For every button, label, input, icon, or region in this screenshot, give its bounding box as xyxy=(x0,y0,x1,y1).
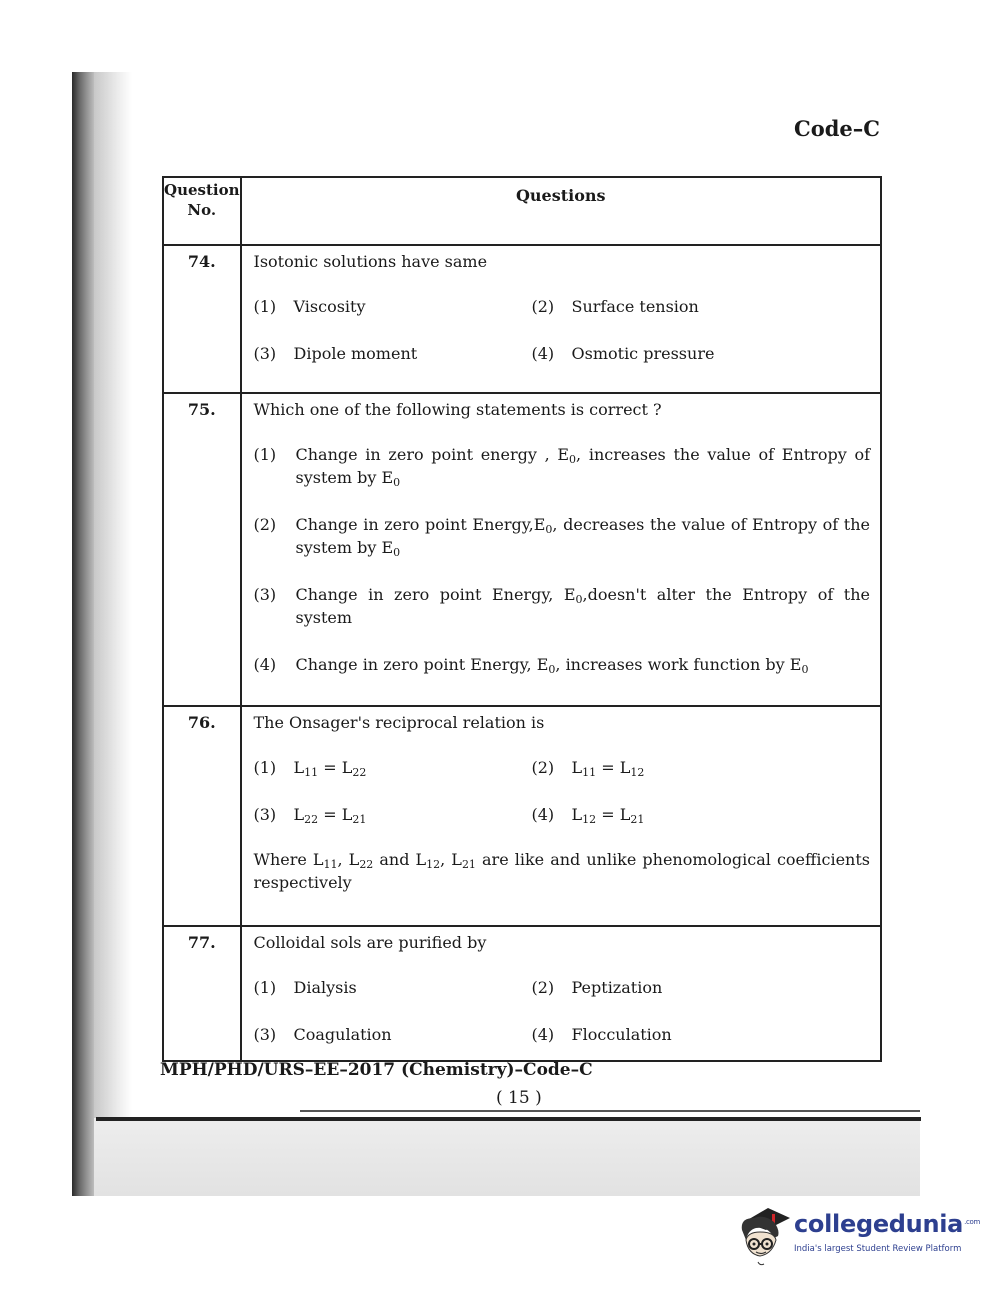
scan-bottom-strip xyxy=(94,1118,920,1196)
question-table xyxy=(162,176,882,1062)
subscript: 11 xyxy=(582,766,597,779)
option-text: Osmotic pressure xyxy=(571,344,715,363)
option-text-part: ,doesn't alter the Entropy of the system xyxy=(295,585,870,627)
option-text-part: , increases the value of Entropy of system by E xyxy=(295,445,870,487)
option-number: (1) xyxy=(253,445,277,464)
option xyxy=(532,1023,871,1046)
subscript: 0 xyxy=(393,546,401,559)
option-text xyxy=(296,583,871,629)
subscript: 22 xyxy=(304,813,319,826)
option-number: (2) xyxy=(531,297,555,316)
symbol: L xyxy=(619,758,631,777)
option-text: Dipole moment xyxy=(293,344,418,363)
note-text: , L xyxy=(440,850,462,869)
option-text xyxy=(296,653,871,676)
scan-bottom-rule xyxy=(300,1110,920,1112)
options-grid xyxy=(254,756,871,826)
subscript: 21 xyxy=(630,813,645,826)
questions-header: Questions xyxy=(241,177,882,245)
mascot-icon xyxy=(734,1196,794,1266)
option-number: (4) xyxy=(531,344,555,363)
option-text-part: Change in zero point Energy,E xyxy=(295,515,546,534)
note-text: Where L xyxy=(253,850,324,869)
option-number: (3) xyxy=(253,805,277,824)
question-stem: Isotonic solutions have same xyxy=(253,252,488,271)
subscript: 12 xyxy=(582,813,597,826)
equals-sign: = xyxy=(318,805,342,824)
equals-sign: = xyxy=(596,805,620,824)
option-number: (1) xyxy=(253,297,277,316)
option-text-part: , decreases the value of Entropy of the system by E xyxy=(295,515,870,557)
option-text: Flocculation xyxy=(571,1025,672,1044)
option-text xyxy=(296,513,871,559)
option-number: (3) xyxy=(253,585,277,604)
subscript: 12 xyxy=(426,858,441,871)
scan-edge-shadow xyxy=(94,72,132,1196)
equals-sign: = xyxy=(596,758,620,777)
subscript: 22 xyxy=(352,766,367,779)
symbol: L xyxy=(619,805,631,824)
subscript: 21 xyxy=(461,858,476,871)
symbol: L xyxy=(293,758,305,777)
subscript: 11 xyxy=(304,766,319,779)
scan-edge-dark xyxy=(72,72,94,1196)
option-number: (1) xyxy=(253,978,277,997)
question-row xyxy=(163,926,881,1061)
question-stem: Colloidal sols are purified by xyxy=(253,933,487,952)
option xyxy=(532,976,871,999)
subscript: 21 xyxy=(352,813,367,826)
options-grid xyxy=(254,976,871,1046)
subscript: 0 xyxy=(545,523,553,536)
option-number: (4) xyxy=(253,655,277,674)
option xyxy=(532,803,871,826)
option xyxy=(254,653,871,676)
option-number: (4) xyxy=(531,1025,555,1044)
collegedunia-logo[interactable] xyxy=(734,1196,981,1266)
option-text-part: Change in zero point energy , E xyxy=(295,445,570,464)
note-text: are like and unlike phenomological coefficients respectively xyxy=(253,850,871,892)
option xyxy=(532,756,871,779)
question-no-header xyxy=(163,177,241,245)
symbol: L xyxy=(571,758,583,777)
page-number: ( 15 ) xyxy=(496,1088,542,1108)
note-text: and L xyxy=(373,850,427,869)
question-body xyxy=(241,926,882,1061)
question-no-header-line1: Question xyxy=(164,181,240,199)
question-number: 77. xyxy=(163,926,241,1061)
logo-suffix: .com xyxy=(964,1218,981,1226)
option xyxy=(254,756,532,779)
option-text: Peptization xyxy=(571,978,663,997)
option xyxy=(254,1023,532,1046)
option xyxy=(254,342,532,365)
question-stem: Which one of the following statements is correct ? xyxy=(253,400,662,419)
symbol: L xyxy=(293,805,305,824)
question-number: 75. xyxy=(163,393,241,706)
option-number: (3) xyxy=(253,344,277,363)
question-row xyxy=(163,245,881,393)
question-body xyxy=(241,393,882,706)
option xyxy=(254,513,871,559)
subscript: 0 xyxy=(575,593,583,606)
option xyxy=(532,295,871,318)
question-row xyxy=(163,393,881,706)
question-body xyxy=(241,706,882,926)
question-body xyxy=(241,245,882,393)
question-no-header-line2: No. xyxy=(187,201,217,219)
symbol: L xyxy=(571,805,583,824)
table-header-row xyxy=(163,177,881,245)
scan-bottom-edge xyxy=(96,1117,921,1121)
option-text-part: , increases work function by E xyxy=(555,655,802,674)
option-text: Dialysis xyxy=(293,978,357,997)
option-text xyxy=(296,443,871,489)
paper-code: Code–C xyxy=(794,116,880,141)
logo-tagline: India's largest Student Review Platform xyxy=(794,1244,962,1254)
option-text: Surface tension xyxy=(571,297,699,316)
subscript: 22 xyxy=(359,858,374,871)
subscript: 11 xyxy=(323,858,338,871)
options-grid xyxy=(254,295,871,365)
question-row xyxy=(163,706,881,926)
subscript: 0 xyxy=(569,453,577,466)
subscript: 12 xyxy=(630,766,645,779)
option-text-part: Change in zero point Energy, E xyxy=(295,655,549,674)
note-text: , L xyxy=(337,850,360,869)
option-number: (4) xyxy=(531,805,555,824)
option xyxy=(254,583,871,629)
option xyxy=(254,803,532,826)
option-number: (2) xyxy=(253,515,277,534)
option xyxy=(254,976,532,999)
option-number: (3) xyxy=(253,1025,277,1044)
equals-sign: = xyxy=(318,758,342,777)
paper-footer-title: MPH/PHD/URS–EE–2017 (Chemistry)–Code–C xyxy=(160,1060,593,1080)
question-number: 76. xyxy=(163,706,241,926)
question-note xyxy=(254,848,871,894)
option-text: Coagulation xyxy=(293,1025,392,1044)
option-number: (2) xyxy=(531,758,555,777)
subscript: 0 xyxy=(393,476,401,489)
question-stem: The Onsager's reciprocal relation is xyxy=(253,713,545,732)
logo-wordmark xyxy=(794,1210,980,1238)
logo-name: collegedunia xyxy=(794,1210,964,1238)
question-number: 74. xyxy=(163,245,241,393)
option xyxy=(254,295,532,318)
option-number: (1) xyxy=(253,758,277,777)
subscript: 0 xyxy=(801,663,809,676)
subscript: 0 xyxy=(548,663,556,676)
option-text: Viscosity xyxy=(293,297,366,316)
option-text-part: Change in zero point Energy, E xyxy=(295,585,576,604)
options-list xyxy=(254,443,871,676)
symbol: L xyxy=(341,758,353,777)
option-number: (2) xyxy=(531,978,555,997)
symbol: L xyxy=(341,805,353,824)
option xyxy=(532,342,871,365)
option xyxy=(254,443,871,489)
